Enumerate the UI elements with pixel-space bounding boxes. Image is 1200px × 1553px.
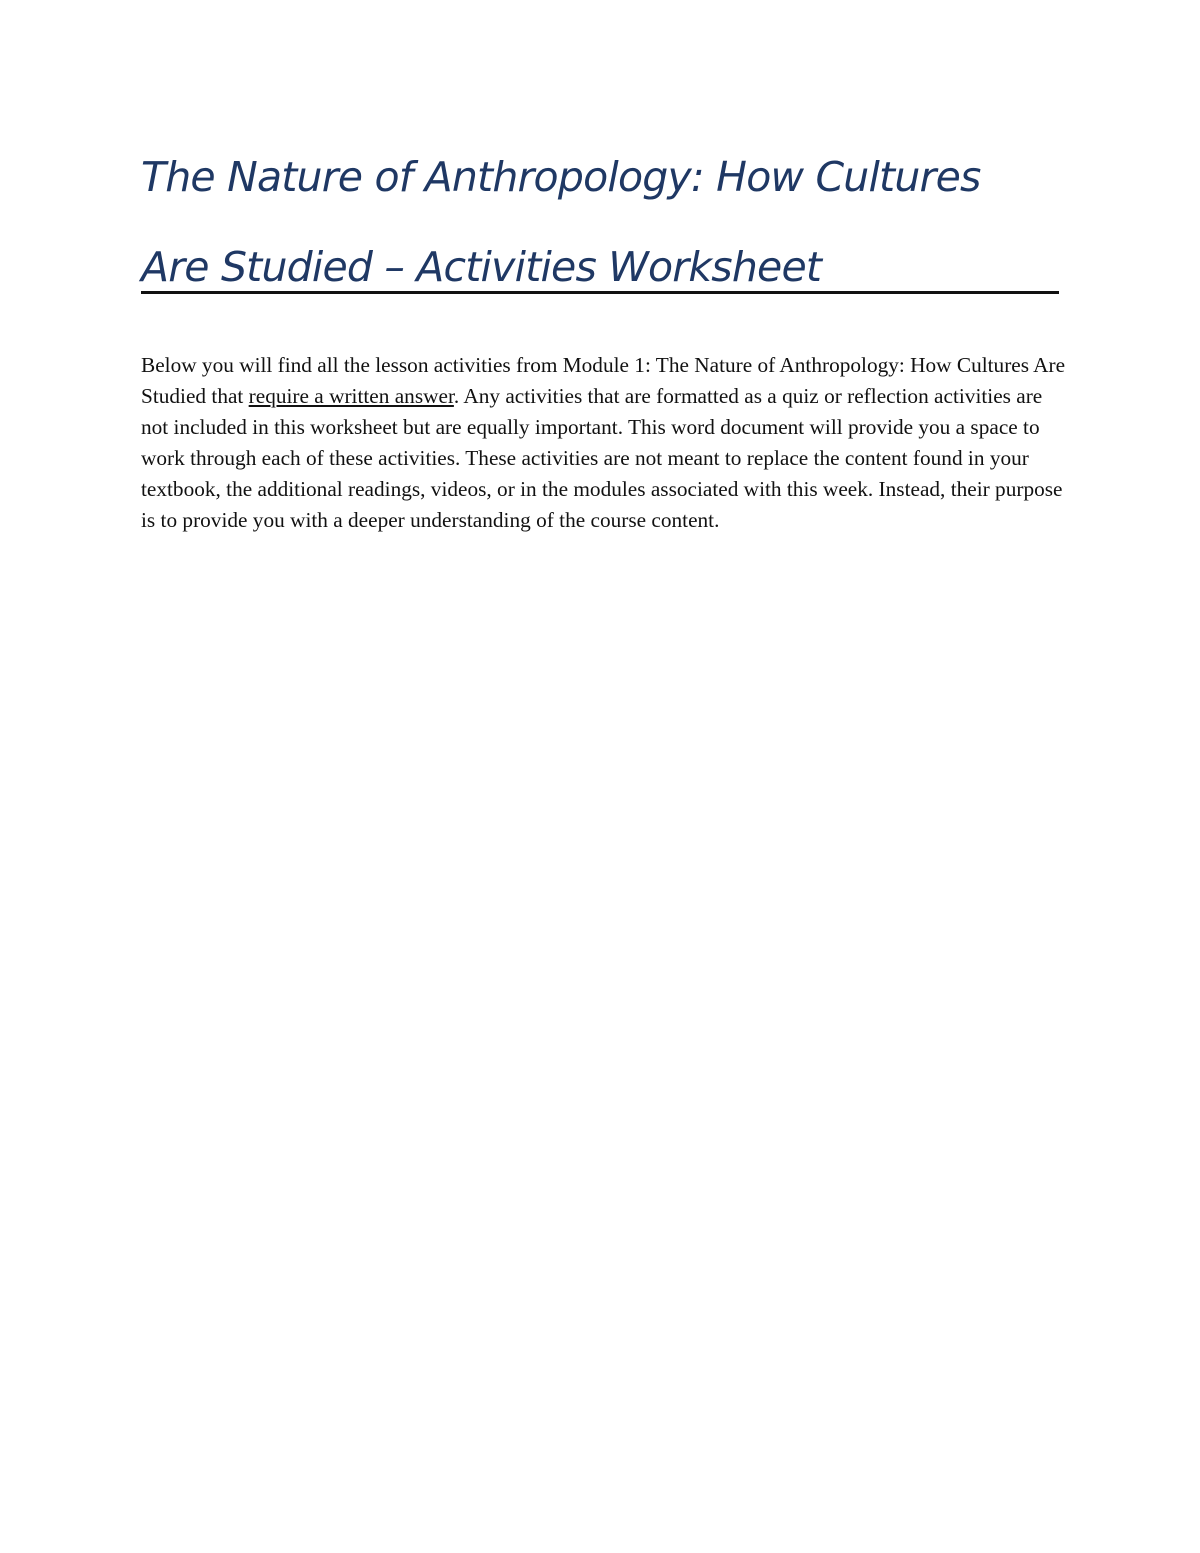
intro-text-part-2: . Any activities that are formatted as a quiz or reflection activities are not included in this worksheet but are equally important. This word document will provide you a space to work through each of these activities. These activities are not meant to replace the content found in your textbook, the additional readings, videos, or in the modules associated with this week. Instead, their purpose is to provide you with a deeper understanding of the course content. — [141, 384, 1063, 532]
title-line-2: Are Studied – Activities Worksheet — [141, 243, 822, 291]
title-line-1: The Nature of Anthropology: How Cultures — [141, 153, 981, 201]
page-title — [141, 132, 1059, 312]
title-underline-divider — [141, 291, 1059, 294]
intro-underlined-phrase: require a written answer — [248, 384, 454, 408]
intro-paragraph — [141, 350, 1071, 536]
intro-text-part-1: Below you will find all the lesson activities from Module 1: The Nature of Anthropology: How Cultures Are Studied that — [141, 353, 1066, 408]
